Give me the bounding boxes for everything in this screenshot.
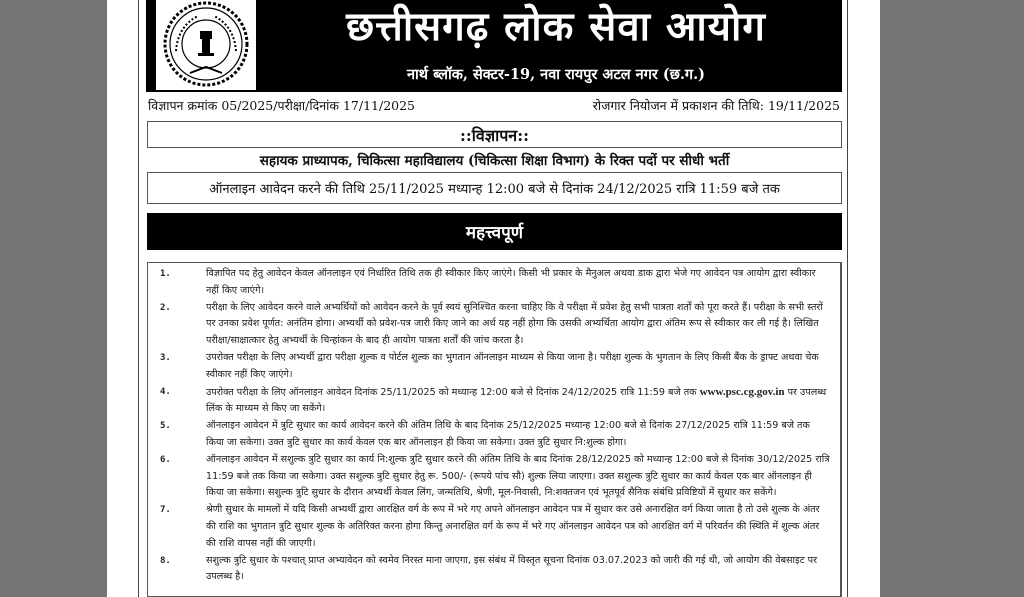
application-dates-box	[147, 172, 842, 204]
item-text: ऑनलाइन आवेदन में सशुल्क त्रुटि सुधार का कार्य नि:शुल्क त्रुटि सुधार करने की अंतिम तिथि के बाद दिनांक 28/12/2025 को मध्यान्ह 12:00 बजे से दिनांक 30/12/2025 रात्रि 11:59 बजे तक किया जा सकेगा। उक्त सशुल्क त्रुटि सुधार हेतु रू. 500/- (रूपये पांच सौ) शुल्क लिया जाएगा। उक्त सशुल्क त्रुटि सुधार का कार्य केवल एक बार ऑनलाइन ही किया जा सकेगा। सशुल्क त्रुटि सुधार के दौरान अभ्यर्थी केवल लिंग, जन्मतिथि, श्रेणी, मूल-निवासी, नि:शक्तजन एवं भूतपूर्व सैनिक संबंधि प्रविष्टियों में सुधार कर सकेंगे।	[206, 453, 830, 499]
instructions-list	[147, 262, 842, 597]
item-text: ऑनलाइन आवेदन में त्रुटि सुधार का कार्य आवेदन करने की अंतिम तिथि के बाद दिनांक 25/12/2025 मध्यान्ह 12:00 बजे से दिनांक 27/12/2025 रात्रि 11:59 बजे तक किया जा सकेगा। उक्त त्रुटि सुधार का कार्य केवल एक बार ऑनलाइन ही किया जा सकेगा। उक्त त्रुटि सुधार नि:शुल्क होगा।	[206, 420, 810, 448]
list-item	[158, 452, 830, 502]
document-page	[107, 0, 880, 597]
advertisement-number: विज्ञापन क्रमांक 05/2025/परीक्षा/दिनांक 17/11/2025	[148, 98, 416, 113]
item-number: 6.	[160, 454, 171, 465]
list-item	[158, 553, 830, 587]
cgpsc-emblem-seal-icon	[156, 0, 256, 90]
item-number: 8.	[160, 555, 171, 566]
item-text: सशुल्क त्रुटि सुधार के पश्चात् प्राप्त अभ्यावेदन को स्वमेव निरस्त माना जाएगा, इस संबंध में विस्तृत सूचना दिनांक 03.07.2023 को जारी की गई थी, जो आयोग की वेबसाइट पर उपलब्ध है।	[206, 554, 817, 583]
organization-address: नार्थ ब्लॉक, सेक्टर-19, नवा रायपुर अटल नगर (छ.ग.)	[406, 66, 706, 83]
item-number: 4.	[160, 386, 171, 397]
item-text-before: उपरोक्त परीक्षा के लिए ऑनलाइन आवेदन दिनांक 25/11/2025 को मध्यान्ह 12:00 बजे से दिनांक 24/12/2025 रात्रि 11:59 बजे तक	[206, 386, 700, 398]
publication-date: रोजगार नियोजन में प्रकाशन की तिथि: 19/11/2025	[592, 98, 840, 113]
item-number: 2.	[160, 302, 171, 313]
list-item	[158, 418, 830, 452]
important-heading: महत्त्वपूर्ण	[465, 223, 524, 243]
item-text: उपरोक्त परीक्षा के लिए अभ्यर्थी द्वारा परीक्षा शुल्क व पोर्टल शुल्क का भुगतान ऑनलाइन माध्यम से किया जाना है। परीक्षा शुल्क के भुगतान के लिए किसी बैंक के ड्राफ्ट अथवा चेक स्वीकार नहीं किए जाएंगे।	[206, 351, 819, 380]
advertisement-heading: ::विज्ञापन::	[459, 125, 530, 145]
item-text	[206, 384, 830, 419]
item-text: परीक्षा के लिए आवेदन करने वाले अभ्यर्थियों को आवेदन करने के पूर्व स्वयं सुनिश्चित करना चाहिए कि वे परीक्षा में प्रवेश हेतु सभी पात्रता शर्तों को पूरा करते हैं। परीक्षा के सभी स्तरों पर उनका प्रवेश पूर्णत: अनंतिम होगा। अभ्यर्थी को प्रवेश-पत्र जारी किए जाने का अर्थ यह नहीं होगा कि उसकी अभ्यर्थिता आयोग द्वारा अंतिम रूप से स्वीकार कर ली गई है। लिखित परीक्षा/साक्षात्कार हेतु अभ्यर्थी के चिन्हांकन के बाद ही आयोग पात्रता शर्तों की जांच करता है।	[206, 301, 823, 347]
recruitment-subject: सहायक प्राध्यापक, चिकित्सा महाविद्यालय (चिकित्सा शिक्षा विभाग) के रिक्त पदों पर सीधी भर्ती	[259, 153, 730, 169]
list-item	[158, 502, 830, 552]
item-number: 1.	[160, 269, 171, 279]
item-number: 3.	[160, 352, 171, 363]
website-link[interactable]: www.psc.cg.gov.in	[699, 385, 785, 398]
reference-line	[148, 97, 840, 114]
item-text: श्रेणी सुधार के मामलों में यदि किसी अभ्यर्थी द्वारा आरक्षित वर्ग के रूप में भरे गए अपने ऑनलाइन आवेदन पत्र में सुधार कर उसे अनारक्षित वर्ग किया जाता है तो उसे शुल्क के अंतर की राशि का भुगतान त्रुटि सुधार शुल्क के अतिरिक्त करना होगा किन्तु अनारक्षित वर्ग के रूप में भरे गए ऑनलाइन आवेदन पत्र को आरक्षित वर्ग में परिवर्तन की स्थिति में शुल्क अंतर की राशि वापस नहीं की जाएगी।	[206, 504, 820, 549]
application-dates: ऑनलाइन आवेदन करने की तिथि 25/11/2025 मध्यान्ह 12:00 बजे से दिनांक 24/12/2025 रात्रि 11:59 बजे तक	[209, 182, 780, 197]
organization-title: छत्तीसगढ़ लोक सेवा आयोग	[346, 3, 766, 50]
item-number: 7.	[160, 505, 171, 516]
item-text-after: पर उपलब्ध लिंक के माध्यम से किए जा सकेंगे।	[206, 386, 827, 415]
item-number: 5.	[160, 421, 171, 432]
item-text: विज्ञापित पद हेतु आवेदन केवल ऑनलाइन एवं निर्धारित तिथि तक ही स्वीकार किए जाएंगे। किसी भी प्रकार के मैनुअल अथवा डाक द्वारा भेजे गए आवेदन पत्र आयोग द्वारा स्वीकार नहीं किए जाएंगे।	[206, 268, 816, 296]
important-banner	[147, 213, 842, 250]
header-banner	[146, 0, 842, 92]
list-item	[158, 300, 830, 350]
list-item	[158, 350, 830, 384]
advertisement-heading-box	[147, 121, 842, 148]
list-item	[158, 266, 830, 300]
list-item	[158, 384, 830, 419]
